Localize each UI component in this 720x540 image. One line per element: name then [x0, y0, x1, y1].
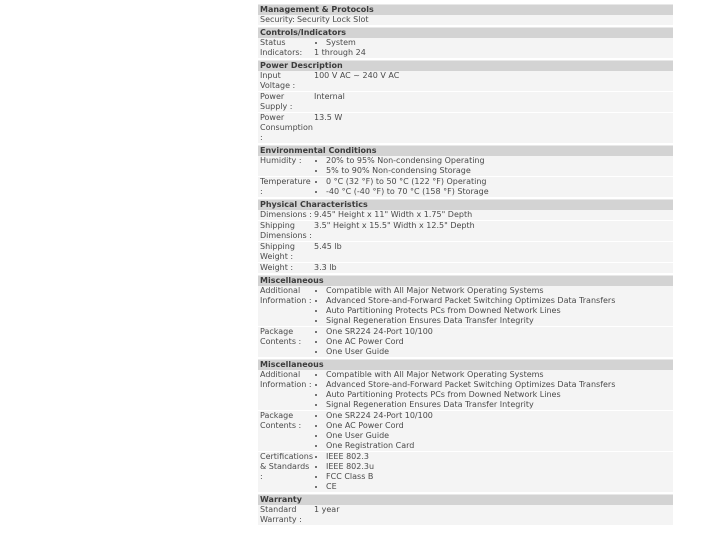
spec-list-item: 1 through 24 — [314, 48, 366, 57]
spec-list-item: • One SR224 24-Port 10/100 — [326, 327, 673, 337]
spec-row — [258, 38, 673, 59]
section-heading: Power Description — [258, 60, 673, 71]
spec-list-item: • One SR224 24-Port 10/100 — [326, 411, 673, 421]
spec-label: Power Supply : — [260, 92, 293, 111]
spec-row — [258, 221, 673, 242]
spec-value: 13.5 W — [314, 113, 343, 122]
spec-row — [258, 286, 673, 327]
spec-label: Input Voltage : — [260, 71, 296, 90]
spec-label: Weight : — [260, 263, 294, 272]
spec-list-item: • 5% to 90% Non-condensing Storage — [326, 166, 673, 176]
spec-list-item: • Signal Regeneration Ensures Data Transfer Integrity — [326, 316, 673, 326]
spec-value — [312, 452, 673, 492]
spec-list-item: • System — [326, 38, 673, 48]
spec-value — [312, 286, 673, 326]
section-heading: Management & Protocols — [258, 4, 673, 15]
spec-row — [258, 370, 673, 411]
spec-label: Humidity : — [260, 156, 302, 165]
spec-list-item: • One User Guide — [326, 347, 673, 357]
spec-label: Shipping Dimensions : — [260, 221, 312, 240]
spec-label: Additional Information : — [260, 286, 312, 305]
spec-list-item: • Advanced Store-and-Forward Packet Switching Optimizes Data Transfers — [326, 380, 673, 390]
spec-list-item: • Advanced Store-and-Forward Packet Switching Optimizes Data Transfers — [326, 296, 673, 306]
spec-row — [258, 156, 673, 177]
spec-list-item: • One User Guide — [326, 431, 673, 441]
spec-value: 100 V AC ~ 240 V AC — [314, 71, 400, 80]
spec-value: 9.45" Height x 11" Width x 1.75" Depth — [314, 210, 473, 219]
spec-row — [258, 327, 673, 358]
spec-label: Additional Information : — [260, 370, 312, 389]
spec-list-item: • One AC Power Cord — [326, 421, 673, 431]
spec-list-item: • One AC Power Cord — [326, 337, 673, 347]
spec-value: Internal — [314, 92, 345, 101]
spec-label: Dimensions : — [260, 210, 312, 219]
spec-sheet — [258, 3, 673, 526]
spec-value: 5.45 lb — [314, 242, 342, 251]
spec-row — [258, 113, 673, 144]
section-heading: Miscellaneous — [258, 275, 673, 286]
spec-label: Shipping Weight : — [260, 242, 295, 261]
spec-value — [312, 177, 673, 197]
spec-list-item: • Signal Regeneration Ensures Data Transfer Integrity — [326, 400, 673, 410]
spec-value — [312, 370, 673, 410]
spec-value: 1 year — [314, 505, 340, 514]
spec-label: Status Indicators: — [260, 38, 303, 57]
spec-value — [312, 411, 673, 451]
spec-row — [258, 411, 673, 452]
spec-label: Certifications & Standards : — [260, 452, 313, 481]
spec-label: Security: — [260, 15, 295, 24]
spec-row — [258, 15, 673, 26]
spec-label: Package Contents : — [260, 327, 302, 346]
spec-value: 3.3 lb — [314, 263, 337, 272]
section-heading: Warranty — [258, 494, 673, 505]
spec-label: Package Contents : — [260, 411, 302, 430]
spec-row — [258, 177, 673, 198]
spec-list-item: • IEEE 802.3u — [326, 462, 673, 472]
section-heading: Miscellaneous — [258, 359, 673, 370]
spec-list-item: • Compatible with All Major Network Operating Systems — [326, 370, 673, 380]
spec-row — [258, 242, 673, 263]
spec-list-item: • 20% to 95% Non-condensing Operating — [326, 156, 673, 166]
spec-row — [258, 210, 673, 221]
spec-list-item: • -40 °C (-40 °F) to 70 °C (158 °F) Storage — [326, 187, 673, 197]
spec-row — [258, 263, 673, 274]
spec-value — [312, 327, 673, 357]
spec-label: Standard Warranty : — [260, 505, 302, 524]
spec-value — [312, 156, 673, 176]
spec-list-item: • Auto Partitioning Protects PCs from Downed Network Lines — [326, 390, 673, 400]
spec-row — [258, 92, 673, 113]
spec-list-item: • FCC Class B — [326, 472, 673, 482]
spec-row — [258, 71, 673, 92]
spec-value: 3.5" Height x 15.5" Width x 12.5" Depth — [314, 221, 475, 230]
spec-list-item: • One Registration Card — [326, 441, 673, 451]
spec-list-item: • 0 °C (32 °F) to 50 °C (122 °F) Operating — [326, 177, 673, 187]
spec-list-item: • IEEE 802.3 — [326, 452, 673, 462]
spec-label: Temperature : — [260, 177, 311, 196]
section-heading: Environmental Conditions — [258, 145, 673, 156]
spec-label: Power Consumption : — [260, 113, 313, 142]
spec-value: Security Lock Slot — [296, 15, 369, 24]
spec-list-item: • Auto Partitioning Protects PCs from Downed Network Lines — [326, 306, 673, 316]
spec-value — [312, 38, 673, 58]
spec-list-item: • CE — [326, 482, 673, 492]
spec-row — [258, 505, 673, 526]
spec-row — [258, 452, 673, 493]
section-heading: Physical Characteristics — [258, 199, 673, 210]
spec-list-item: • Compatible with All Major Network Operating Systems — [326, 286, 673, 296]
section-heading: Controls/Indicators — [258, 27, 673, 38]
